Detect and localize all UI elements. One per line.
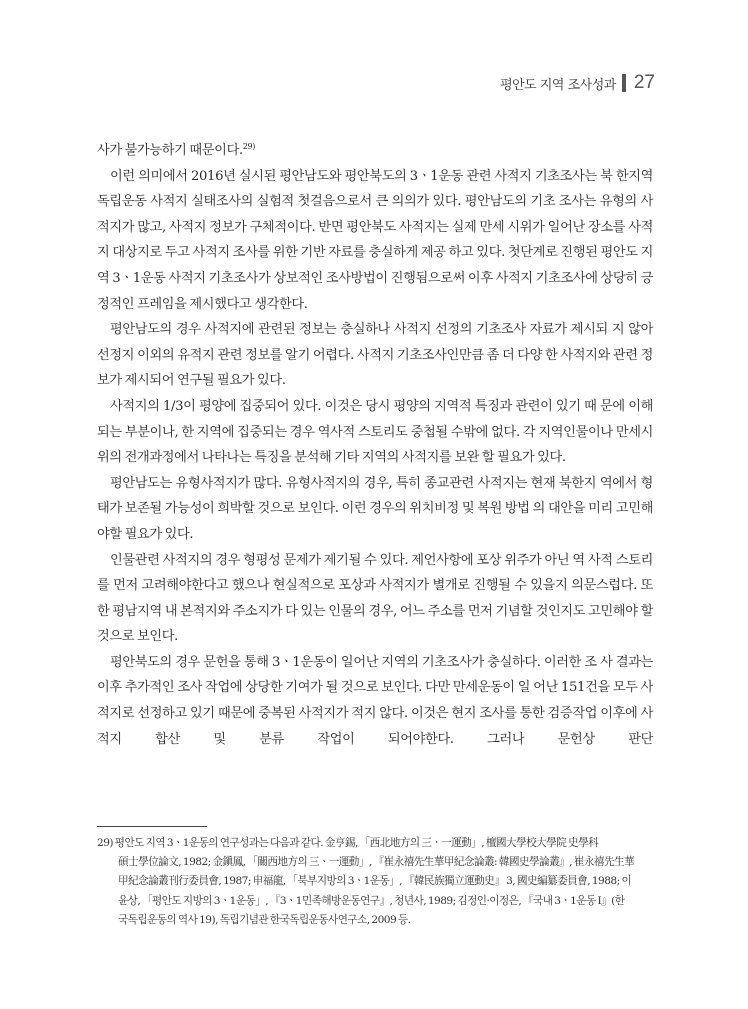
paragraph-3 xyxy=(97,317,653,394)
body-text xyxy=(97,138,653,752)
header-title: 평안도 지역 조사성과 xyxy=(500,77,616,93)
paragraph-line: 조사를 통한 검증작업 이후에 사적지 합산 및 분류 작업이 되어야한다. 그러나 문헌상 판단 xyxy=(97,706,653,747)
paragraph-1 xyxy=(97,138,653,164)
footnote-line: 윤상, 「평안도 지방의 3ㆍ1운동」, 『3ㆍ1민족해방운동연구』, 청년사, 1989; 김정인·이정은, 『국내 3ㆍ1운동 Ⅰ』(한 xyxy=(118,894,625,907)
paragraph-line: 할 필요가 있다. xyxy=(481,450,566,466)
footnote-separator xyxy=(97,826,207,827)
paragraph-line: 사적지의 1/3이 평양에 집중되어 있다. 이것은 당시 평양의 지역적 특징과 관련이 있기 때 xyxy=(110,398,597,414)
paragraph-line: 진행됨으로써 이후 사적지 기초조사에 상당히 긍정적인 프레임을 제시했다고 생각한다. xyxy=(97,270,653,312)
paragraph-line: 사적 스토리를 먼저 고려해야한다고 했으나 현실적으로 포상과 사적지가 별개로 진행될 수 xyxy=(97,552,654,594)
footnote-line: 국독립운동의 역사 19), 독립기념관 한국독립운동사연구소, 2009 등. xyxy=(118,913,411,926)
paragraph-line: 어난 151건을 모두 사적지로 선정하고 있기 때문에 중복된 사적지가 적지 않다. 이것은 현지 xyxy=(97,680,654,722)
header-divider-bar xyxy=(622,74,626,92)
footnote-line: 甲紀念論叢刊行委員會, 1987; 申福龍, 「북부지방의 3ㆍ1운동」, 『韓民族獨立運動史』 3, 國史編纂委員會, 1988; 이 xyxy=(118,875,632,888)
paragraph-line: 시위가 일어난 장소를 사적지 대상지로 두고 사적지 조사를 위한 기반 자료를 충실하게 제공 xyxy=(97,219,653,261)
page-number: 27 xyxy=(633,72,655,93)
footnote-line: 碩士學位論文, 1982; 金鎭鳳, 「關西地方의 三ㆍ一運動」, 『崔永禧先生華甲紀念論叢: 韓國史學論叢』, 崔永禧先生華 xyxy=(118,856,635,869)
paragraph-line: 한 사적지와 관련 정보가 제시되어 연구될 필요가 있다. xyxy=(97,347,653,389)
footnote-29 xyxy=(97,834,653,930)
paragraph-line: 평안남도의 경우 사적지에 관련된 정보는 충실하나 사적지 선정의 기초조사 자료가 제시되 xyxy=(110,322,608,338)
paragraph-line: 이런 의미에서 2016년 실시된 평안남도와 평안북도의 3ㆍ1운동 관련 사적지 기초조사는 북 xyxy=(110,168,613,184)
paragraph-line: 의 대안을 미리 고민해야할 필요가 있다. xyxy=(97,501,653,542)
paragraph-line: 하고 있다. 첫단계로 진행된 평안도 지역 3ㆍ1운동 사적지 기초조사가 상보적인 조사방법이 xyxy=(97,245,654,286)
paragraph-line: 역에서 형태가 보존될 가능성이 희박할 것으로 보인다. 이런 경우의 위치비정 및 복원 방법 xyxy=(97,475,653,517)
paragraph-line: 조사는 유형의 사적지가 많고, 사적지 정보가 구체적이다. 반면 평안북도 사적지는 실제 만세 xyxy=(97,194,653,235)
paragraph-7 xyxy=(97,650,653,752)
paragraph-line: 먼저 기념할 것인지도 고민해야 할 것으로 보인다. xyxy=(97,603,653,645)
paragraph-line: 평안북도의 경우 문헌을 통해 3ㆍ1운동이 일어난 지역의 기초조사가 충실하다. 이러한 조 xyxy=(110,654,597,670)
footnote-reference: 29) xyxy=(242,142,256,151)
running-header xyxy=(500,72,655,94)
paragraph-line: 사 결과는 이후 추가적인 조사 작업에 상당한 기여가 될 것으로 보인다. 다만 만세운동이 일 xyxy=(97,654,653,696)
paragraph-line: 한지역 독립운동 사적지 실태조사의 실험적 첫걸음으로서 큰 의의가 있다. 평안남도의 기초 xyxy=(97,168,654,210)
paragraph-6 xyxy=(97,548,653,650)
paragraph-line: 사가 불가능하기 때문이다. xyxy=(97,143,243,158)
paragraph-4 xyxy=(97,394,653,471)
paragraph-5 xyxy=(97,471,653,548)
footnote-line: 29) 평안도 지역 3ㆍ1운동의 연구성과는 다음과 같다. 金亨錫, 「西北地方의 三ㆍ一運動」, 檀國大學校大學院 史學科 xyxy=(97,837,599,849)
paragraph-line: 지 않아 선정지 이외의 유적지 관련 정보를 알기 어렵다. 사적지 기초조사인만큼 좀 더 다양 xyxy=(97,322,653,363)
paragraph-line: 문에 이해되는 부분이나, 한 지역에 집중되는 경우 역사적 스토리도 중첩될 수밖에 없다. 각 xyxy=(97,398,653,440)
paragraph-line: 평안남도는 유형사적지가 많다. 유형사적지의 경우, 특히 종교관련 사적지는 현재 북한지 xyxy=(110,475,597,491)
paragraph-line: 지역인물이나 만세시위의 전개과정에서 나타나는 특징을 분석해 기타 지역의 사적지를 보완 xyxy=(97,424,653,466)
paragraph-line: 있을지 의문스럽다. 또한 평남지역 내 본적지와 주소지가 다 있는 인물의 경우, 어느 주소를 xyxy=(97,578,654,619)
paragraph-line: 인물관련 사적지의 경우 형평성 문제가 제기될 수 있다. 제언사항에 포상 위주가 아닌 역 xyxy=(110,552,585,568)
paragraph-2 xyxy=(97,164,653,318)
